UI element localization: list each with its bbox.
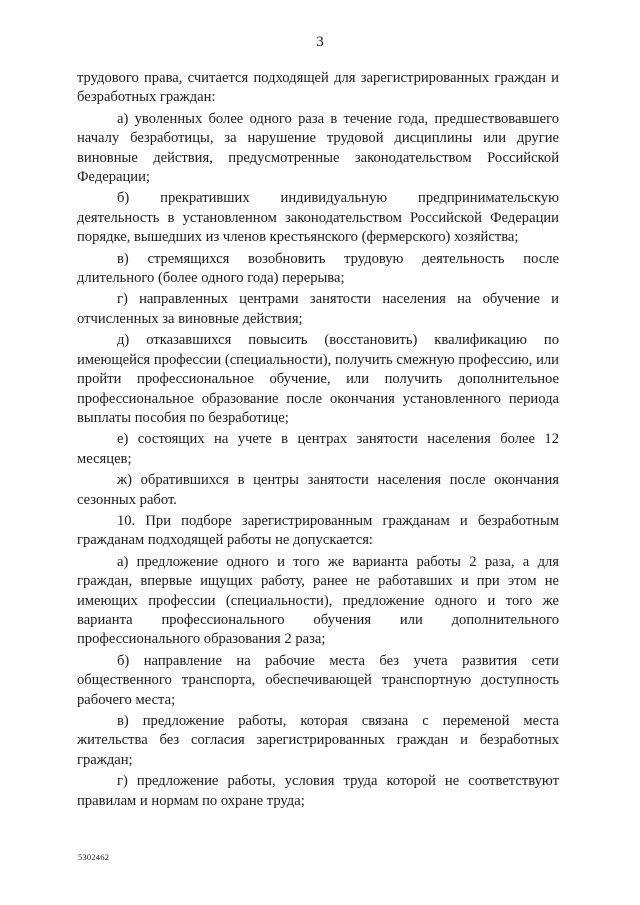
- paragraph: в) предложение работы, которая связана с переменой места жительства без согласия зарегистрированных граждан и безработных граждан;: [77, 713, 559, 768]
- paragraph: г) направленных центрами занятости населения на обучение и отчисленных за виновные действия;: [77, 291, 559, 327]
- paragraph: д) отказавшихся повысить (восстановить) квалификацию по имеющейся профессии (специальности), получить смежную профессию, или пройти профессиональное обучение, или получить дополнительное профессиональное образование после окончания установленного периода выплаты пособия по безработице;: [77, 332, 559, 426]
- document-body: [77, 69, 559, 813]
- paragraph: г) предложение работы, условия труда которой не соответствуют правилам и нормам по охране труда;: [77, 773, 559, 809]
- paragraph: трудового права, считается подходящей для зарегистрированных граждан и безработных граждан:: [77, 70, 559, 106]
- paragraph: 10. При подборе зарегистрированным гражданам и безработным гражданам подходящей работы не допускается:: [77, 512, 559, 549]
- paragraph: в) стремящихся возобновить трудовую деятельность после длительного (более одного года) перерыва;: [77, 250, 559, 287]
- paragraph: б) направление на рабочие места без учета развития сети общественного транспорта, обеспечивающей транспортную доступность рабочего места;: [77, 652, 559, 708]
- paragraph: б) прекративших индивидуальную предпринимательскую деятельность в установленном законодательством Российской Федерации порядке, вышедших из членов крестьянского (фермерского) хозяйства;: [77, 190, 559, 246]
- paragraph: ж) обратившихся в центры занятости населения после окончания сезонных работ.: [77, 472, 559, 508]
- paragraph: а) предложение одного и того же варианта работы 2 раза, а для граждан, впервые ищущих работу, ранее не работавших и при этом не имеющих профессии (специальности), предложение одного и того же варианта профессионального обучения или дополнительного профессионального образования 2 раза;: [77, 553, 559, 648]
- paragraph: а) уволенных более одного раза в течение года, предшествовавшего началу безработицы, за нарушение трудовой дисциплины или другие виновные действия, предусмотренные законодательством Российской Федерации;: [77, 110, 559, 186]
- document-code: 5302462: [78, 852, 110, 862]
- paragraph: е) состоящих на учете в центрах занятости населения более 12 месяцев;: [77, 431, 559, 467]
- page-number: 3: [316, 34, 324, 50]
